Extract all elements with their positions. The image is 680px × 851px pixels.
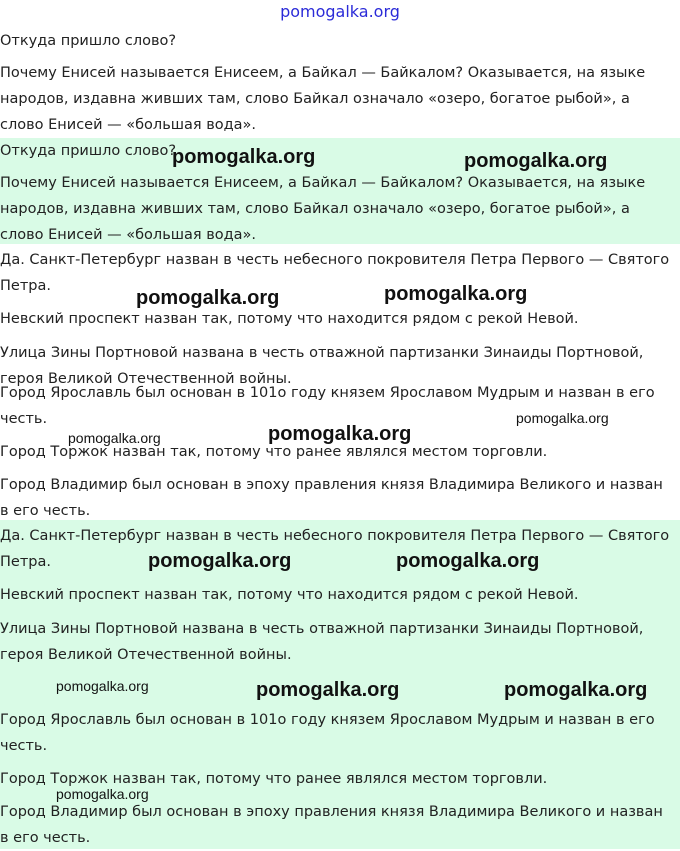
watermark: pomogalka.org (396, 550, 540, 572)
fact-paragraph: Да. Санкт-Петербург назван в честь небесного покровителя Петра Первого — Святого Петра. (0, 528, 670, 570)
watermark: pomogalka.org (384, 283, 528, 305)
watermark: pomogalka.org (148, 550, 292, 572)
watermark: pomogalka.org (56, 678, 149, 694)
block-answer: Почему Енисей называется Енисеем, а Байкал — Байкалом? Оказывается, на языке народов, издавна живших там, слово Байкал означало «озеро, богатое рыбой», а слово Енисей — «большая вода». (0, 175, 646, 243)
watermark: pomogalka.org (504, 679, 648, 701)
fact-paragraph: Улица Зины Портновой названа в честь отважной партизанки Зинаиды Портновой, героя Великой Отечественной войны. (0, 345, 644, 387)
block-answer: Почему Енисей называется Енисеем, а Байкал — Байкалом? Оказывается, на языке народов, издавна живших там, слово Байкал означало «озеро, богатое рыбой», а слово Енисей — «большая вода». (0, 65, 646, 133)
block-question: Откуда пришло слово? (0, 33, 177, 49)
site-header-link[interactable]: pomogalka.org (280, 2, 400, 21)
fact-paragraph: Город Владимир был основан в эпоху правления князя Владимира Великого и назван в его честь. (0, 477, 663, 519)
watermark: pomogalka.org (56, 786, 149, 802)
block-question: Откуда пришло слово? (0, 143, 177, 159)
fact-paragraph: Невский проспект назван так, потому что находится рядом с рекой Невой. (0, 311, 579, 327)
watermark: pomogalka.org (268, 423, 412, 445)
fact-paragraph: Город Ярославль был основан в 101о году князем Ярославом Мудрым и назван в его честь. (0, 712, 655, 754)
watermark: pomogalka.org (256, 679, 400, 701)
fact-paragraph: Город Торжок назван так, потому что ранее являлся местом торговли. (0, 771, 548, 787)
watermark: pomogalka.org (136, 287, 280, 309)
watermark: pomogalka.org (516, 410, 609, 426)
fact-paragraph: Улица Зины Портновой названа в честь отважной партизанки Зинаиды Портновой, героя Великой Отечественной войны. (0, 621, 644, 663)
fact-paragraph: Город Ярославль был основан в 101о году князем Ярославом Мудрым и назван в его честь. (0, 385, 655, 427)
fact-paragraph: Да. Санкт-Петербург назван в честь небесного покровителя Петра Первого — Святого Петра. (0, 252, 670, 294)
fact-paragraph: Город Торжок назван так, потому что ранее являлся местом торговли. (0, 444, 548, 460)
watermark: pomogalka.org (172, 146, 316, 168)
fact-paragraph: Город Владимир был основан в эпоху правления князя Владимира Великого и назван в его честь. (0, 804, 663, 846)
watermark: pomogalka.org (464, 150, 608, 172)
fact-paragraph: Невский проспект назван так, потому что находится рядом с рекой Невой. (0, 587, 579, 603)
watermark: pomogalka.org (68, 430, 161, 446)
